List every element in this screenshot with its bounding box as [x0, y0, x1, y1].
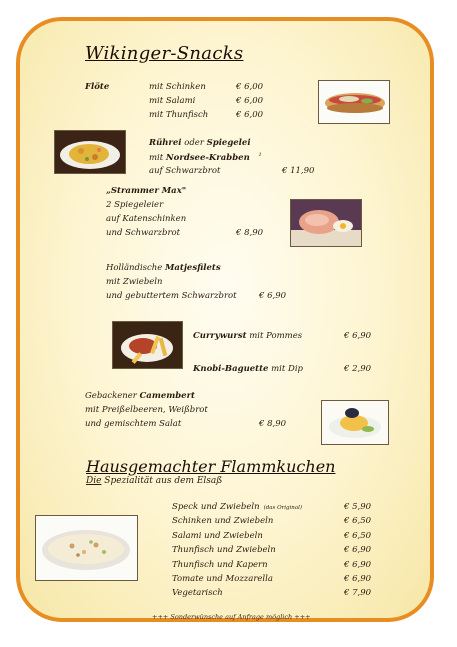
floete-row-text: mit Schinken	[149, 82, 206, 92]
knobi-text: Knobi-Baguette mit Dip	[193, 364, 303, 374]
knobi-price: € 2,90	[344, 364, 372, 374]
floete-row-price: € 6,00	[236, 110, 264, 120]
strammer-price: € 8,90	[236, 228, 264, 238]
flammkuchen-item-name: Salami und Zwiebeln	[172, 531, 263, 541]
ruehrei-line3: auf Schwarzbrot	[149, 166, 221, 176]
floete-row-text: mit Salami	[149, 96, 196, 106]
matjes-line3: und gebuttertem Schwarzbrot	[106, 291, 237, 301]
flammkuchen-heading: Hausgemachter Flammkuchen	[86, 457, 336, 476]
currywurst-price: € 6,90	[344, 331, 372, 341]
strammer-line3: auf Katenschinken	[106, 214, 187, 224]
matjes-line1: Holländische Matjesfilets	[106, 263, 221, 273]
flammkuchen-photo	[35, 515, 138, 581]
strammer-image	[291, 200, 361, 246]
matjes-line2: mit Zwiebeln	[106, 277, 163, 287]
flammkuchen-item-price: € 6,90	[344, 560, 372, 570]
ruehrei-line2: mit Nordsee-Krabben $^1$	[149, 152, 262, 163]
camembert-line3: und gemischtem Salat	[85, 419, 182, 429]
flammkuchen-image	[36, 516, 137, 580]
camembert-line2: mit Preißelbeeren, Weißbrot	[85, 405, 208, 415]
currywurst-text: Currywurst mit Pommes	[193, 331, 303, 341]
flammkuchen-item-name: Speck und Zwiebeln (das Original)	[172, 502, 303, 512]
flammkuchen-item-note: (das Original)	[263, 505, 303, 511]
flammkuchen-item-price: € 7,90	[344, 588, 372, 598]
floete-row-price: € 6,00	[236, 82, 264, 92]
ruehrei-image	[55, 131, 125, 173]
floete-name: Flöte	[85, 82, 110, 92]
camembert-photo	[321, 400, 389, 445]
currywurst-image	[113, 322, 182, 368]
currywurst-photo	[112, 321, 183, 369]
matjes-price: € 6,90	[259, 291, 287, 301]
flammkuchen-item-price: € 6,50	[344, 531, 372, 541]
baguette-photo	[318, 80, 390, 124]
flammkuchen-item-name: Thunfisch und Zwiebeln	[172, 545, 276, 555]
flammkuchen-item-name: Thunfisch und Kapern	[172, 560, 268, 570]
flammkuchen-item-price: € 5,90	[344, 502, 372, 512]
camembert-price: € 8,90	[259, 419, 287, 429]
ruehrei-line1: Rührei oder Spiegelei	[149, 138, 251, 148]
floete-row-price: € 6,00	[236, 96, 264, 106]
flammkuchen-item-name: Tomate und Mozzarella	[172, 574, 273, 584]
flammkuchen-item-price: € 6,90	[344, 574, 372, 584]
baguette-image	[319, 81, 389, 123]
strammer-photo	[290, 199, 362, 247]
flammkuchen-item-name: Schinken und Zwiebeln	[172, 516, 274, 526]
ruehrei-photo	[54, 130, 126, 174]
camembert-image	[322, 401, 388, 444]
ruehrei-price: € 11,90	[282, 166, 315, 176]
camembert-line1: Gebackener Camembert	[85, 391, 195, 401]
flammkuchen-subtitle: Die Spezialität aus dem Elsaß	[86, 476, 223, 486]
strammer-line4: und Schwarzbrot	[106, 228, 181, 238]
flammkuchen-item-name: Vegetarisch	[172, 588, 223, 598]
snacks-heading: Wikinger-Snacks	[85, 43, 244, 64]
strammer-line2: 2 Spiegeleier	[106, 200, 164, 210]
floete-row-text: mit Thunfisch	[149, 110, 209, 120]
flammkuchen-item-price: € 6,90	[344, 545, 372, 555]
strammer-name: „Strammer Max"	[106, 186, 187, 196]
footer-note: +++ Sonderwünsche auf Anfrage möglich +++	[152, 613, 311, 621]
flammkuchen-item-price: € 6,50	[344, 516, 372, 526]
